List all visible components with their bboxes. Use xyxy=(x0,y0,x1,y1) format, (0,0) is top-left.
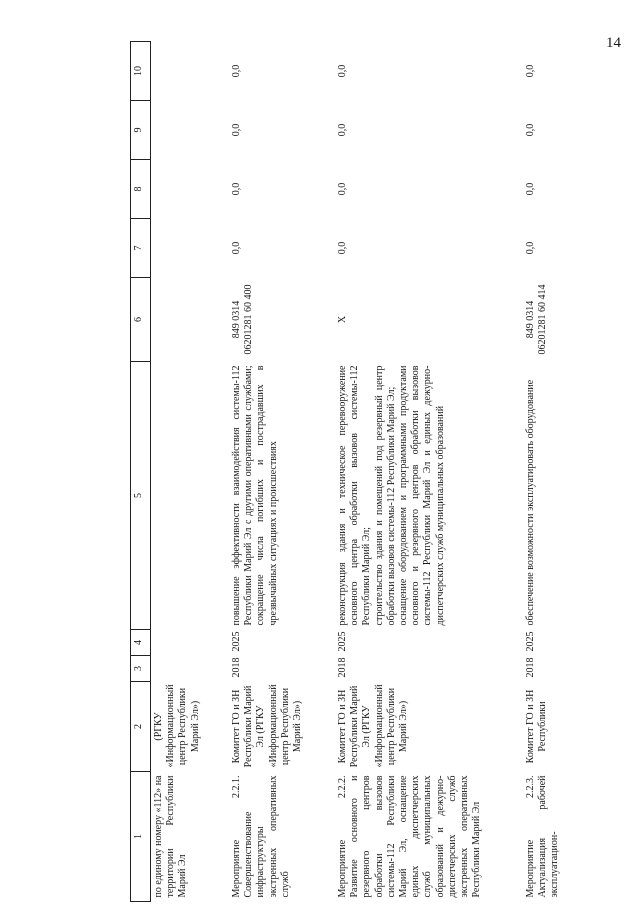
budget-code-cell: 849 0314 06201281 60 400 xyxy=(231,284,255,355)
end-year-cell: 2025 xyxy=(525,631,536,652)
executor-cell: (РГКУ «Информационный центр Республики Марий Эл») xyxy=(153,684,201,768)
start-year-cell: 2018 xyxy=(231,657,242,678)
header-cell: 5 xyxy=(131,362,151,630)
result-paragraph: реконструкция здания и техническое перевооружение основного центра обработки вызовов системы-112 Республики Марий Эл; xyxy=(337,365,373,626)
event-name-cell: Мероприятие 2.2.2. Развитие основного и резервного центров обработки вызовов системы-112 Республики Марий Эл, оснащение единых диспетчерских служб муниципальных образований и дежурно-диспетчерских служб экстренных оперативных Республики Марий Эл xyxy=(337,775,483,898)
amount-cell: 0,0 xyxy=(337,123,348,137)
amount-cell xyxy=(151,160,222,219)
amount-cell: 0,0 xyxy=(337,182,348,196)
end-year-cell xyxy=(151,630,222,656)
header-cell: 3 xyxy=(131,656,151,682)
header-cell: 7 xyxy=(131,219,151,278)
executor-cell: Комитет ГО и ЗН Республики Марий Эл (РГКУ «Информационный центр Республики Марий Эл») xyxy=(231,684,303,768)
program-table xyxy=(130,41,567,902)
amount-cell: 0,0 xyxy=(231,182,242,196)
result-cell xyxy=(327,362,515,630)
start-year-cell: 2018 xyxy=(525,657,536,678)
header-cell: 6 xyxy=(131,278,151,362)
amount-cell xyxy=(151,101,222,160)
result-paragraph: строительство здания и помещений под резервный центр обработки вызовов системы-112 Республики Марий Эл; xyxy=(373,365,397,626)
amount-cell: 0,0 xyxy=(525,182,536,196)
start-year-cell xyxy=(151,656,222,682)
header-cell: 8 xyxy=(131,160,151,219)
executor-cell: Комитет ГО и ЗН Республики Марий Эл (РГКУ «Информационный центр Республики Марий Эл») xyxy=(337,684,409,768)
header-cell: 10 xyxy=(131,42,151,101)
amount-cell: 0,0 xyxy=(337,241,348,255)
table-row xyxy=(221,42,327,902)
result-cell xyxy=(151,362,222,630)
table-header-row xyxy=(131,42,151,902)
result-cell xyxy=(515,362,567,630)
table-row xyxy=(151,42,222,902)
event-name-cell: Мероприятие 2.2.3. Актуализация рабочей эксплуатацион- xyxy=(525,775,561,898)
amount-cell: 0,0 xyxy=(337,64,348,78)
result-paragraph: оснащение оборудованием и программными продуктами основного и резервного центров обработки вызовов системы-112 Республики Марий Эл и единых дежурно-диспетчерских служб муниципальных образований xyxy=(397,365,446,626)
amount-cell: 0,0 xyxy=(525,123,536,137)
budget-code-cell: 849 0314 06201281 60 414 xyxy=(525,284,549,355)
result-cell xyxy=(221,362,327,630)
amount-cell: 0,0 xyxy=(525,64,536,78)
budget-code-cell: Х xyxy=(337,315,348,324)
amount-cell: 0,0 xyxy=(231,123,242,137)
table-row xyxy=(515,42,567,902)
event-name-cell: по единому номеру «112» на территории Республики Марий Эл xyxy=(153,775,189,898)
header-cell: 2 xyxy=(131,682,151,772)
amount-cell: 0,0 xyxy=(231,241,242,255)
rotated-table-wrapper xyxy=(130,42,630,902)
table-row xyxy=(327,42,515,902)
header-cell: 1 xyxy=(131,772,151,902)
end-year-cell: 2025 xyxy=(231,631,242,652)
executor-cell: Комитет ГО и ЗН Республики xyxy=(525,689,549,764)
result-paragraph: обеспечение возможности эксплуатировать оборудование xyxy=(525,379,536,626)
result-paragraph: повышение эффективности взаимодействия системы-112 Республики Марий Эл с другими оперативными службами; сокращение числа погибших и пострадавших в чрезвычайных ситуациях и происшествиях xyxy=(231,365,279,626)
budget-code-cell xyxy=(151,278,222,362)
amount-cell: 0,0 xyxy=(231,64,242,78)
header-cell: 4 xyxy=(131,630,151,656)
page-number: 14 xyxy=(606,35,621,51)
header-cell: 9 xyxy=(131,101,151,160)
start-year-cell: 2018 xyxy=(337,657,348,678)
event-name-cell: Мероприятие 2.2.1. Совершенствование инфраструктуры экстренных оперативных служб xyxy=(231,775,291,898)
end-year-cell: 2025 xyxy=(337,631,348,652)
amount-cell: 0,0 xyxy=(525,241,536,255)
amount-cell xyxy=(151,42,222,101)
amount-cell xyxy=(151,219,222,278)
